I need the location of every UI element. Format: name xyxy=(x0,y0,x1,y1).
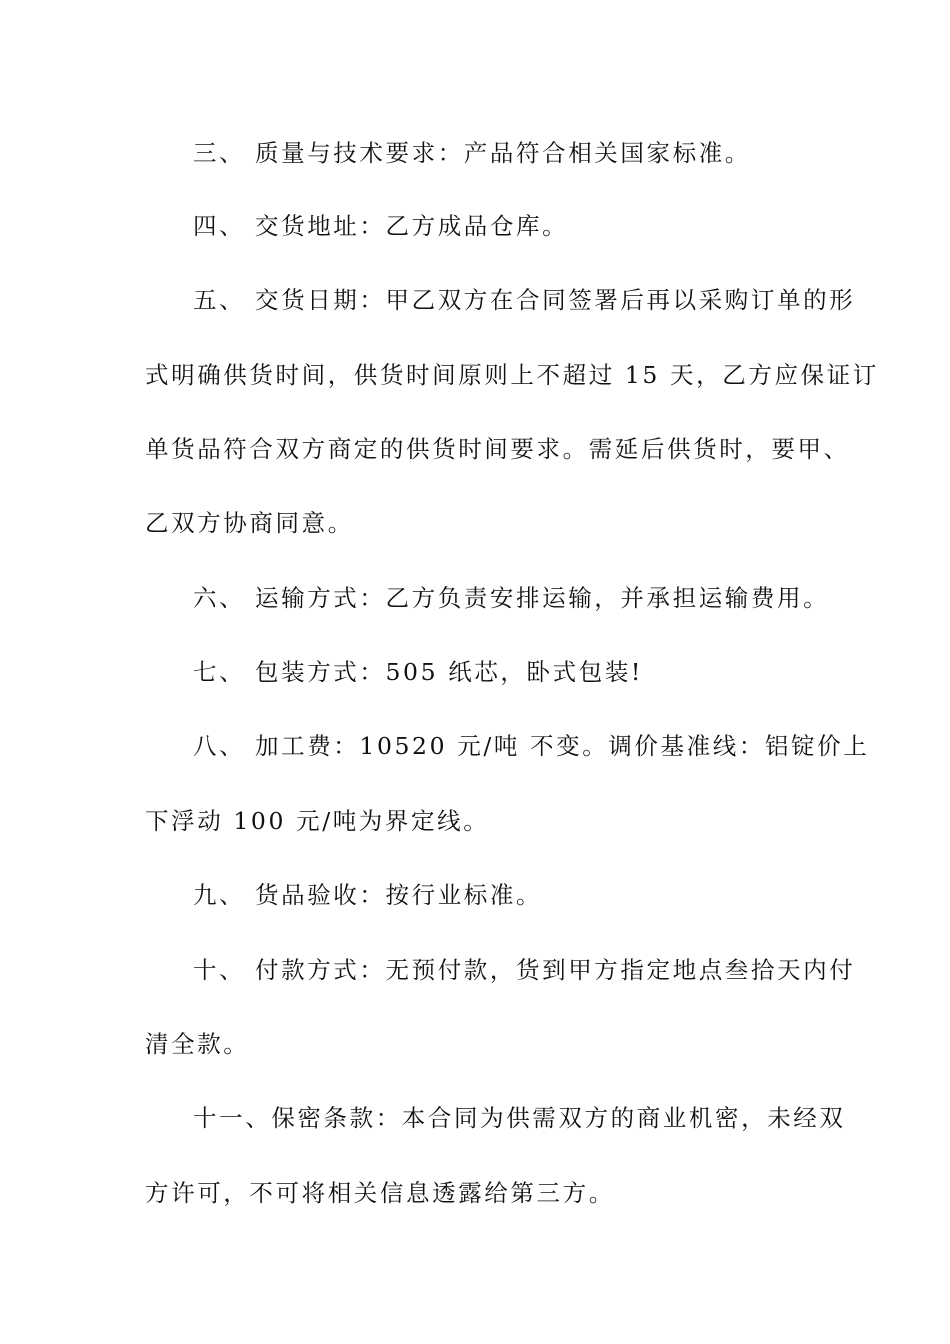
clause-10 xyxy=(0,955,950,985)
clause-text: 交货地址：乙方成品仓库。 xyxy=(255,212,569,240)
clause-text: 货品验收：按行业标准。 xyxy=(255,881,543,909)
clause-6 xyxy=(0,583,950,613)
clause-number: 十一、 xyxy=(193,1104,272,1132)
clause-4 xyxy=(0,211,950,241)
clause-text: 包装方式：505 纸芯，卧式包装! xyxy=(255,658,643,686)
clause-5-line-3: 单货品符合双方商定的供货时间要求。需延后供货时，要甲、 xyxy=(145,435,850,463)
clause-text: 运输方式：乙方负责安排运输，并承担运输费用。 xyxy=(255,584,830,612)
clause-10-line-2: 清全款。 xyxy=(145,1030,250,1058)
clause-8 xyxy=(0,731,950,761)
clause-number: 九、 xyxy=(193,881,246,909)
clause-5 xyxy=(0,285,950,315)
clause-8-line-2: 下浮动 100 元/吨为界定线。 xyxy=(145,807,490,835)
clause-11-line-2: 方许可，不可将相关信息透露给第三方。 xyxy=(145,1179,615,1207)
clause-number: 十、 xyxy=(193,956,246,984)
clause-3 xyxy=(0,138,950,168)
clause-text: 保密条款：本合同为供需双方的商业机密，未经双 xyxy=(271,1104,846,1132)
clause-text: 交货日期：甲乙双方在合同签署后再以采购订单的形 xyxy=(255,286,856,314)
clause-number: 六、 xyxy=(193,584,246,612)
clause-9 xyxy=(0,880,950,910)
clause-5-line-4: 乙双方协商同意。 xyxy=(145,509,354,537)
clause-number: 八、 xyxy=(193,732,246,760)
clause-text: 付款方式：无预付款，货到甲方指定地点叁拾天内付 xyxy=(255,956,856,984)
clause-number: 五、 xyxy=(193,286,246,314)
clause-number: 三、 xyxy=(193,139,246,167)
clause-number: 四、 xyxy=(193,212,246,240)
clause-number: 七、 xyxy=(193,658,246,686)
clause-text: 质量与技术要求：产品符合相关国家标准。 xyxy=(255,139,751,167)
clause-7 xyxy=(0,657,950,687)
clause-5-line-2: 式明确供货时间，供货时间原则上不超过 15 天，乙方应保证订 xyxy=(145,361,879,389)
clause-11 xyxy=(0,1103,950,1133)
clause-text: 加工费：10520 元/吨 不变。调价基准线：铝锭价上 xyxy=(255,732,870,760)
